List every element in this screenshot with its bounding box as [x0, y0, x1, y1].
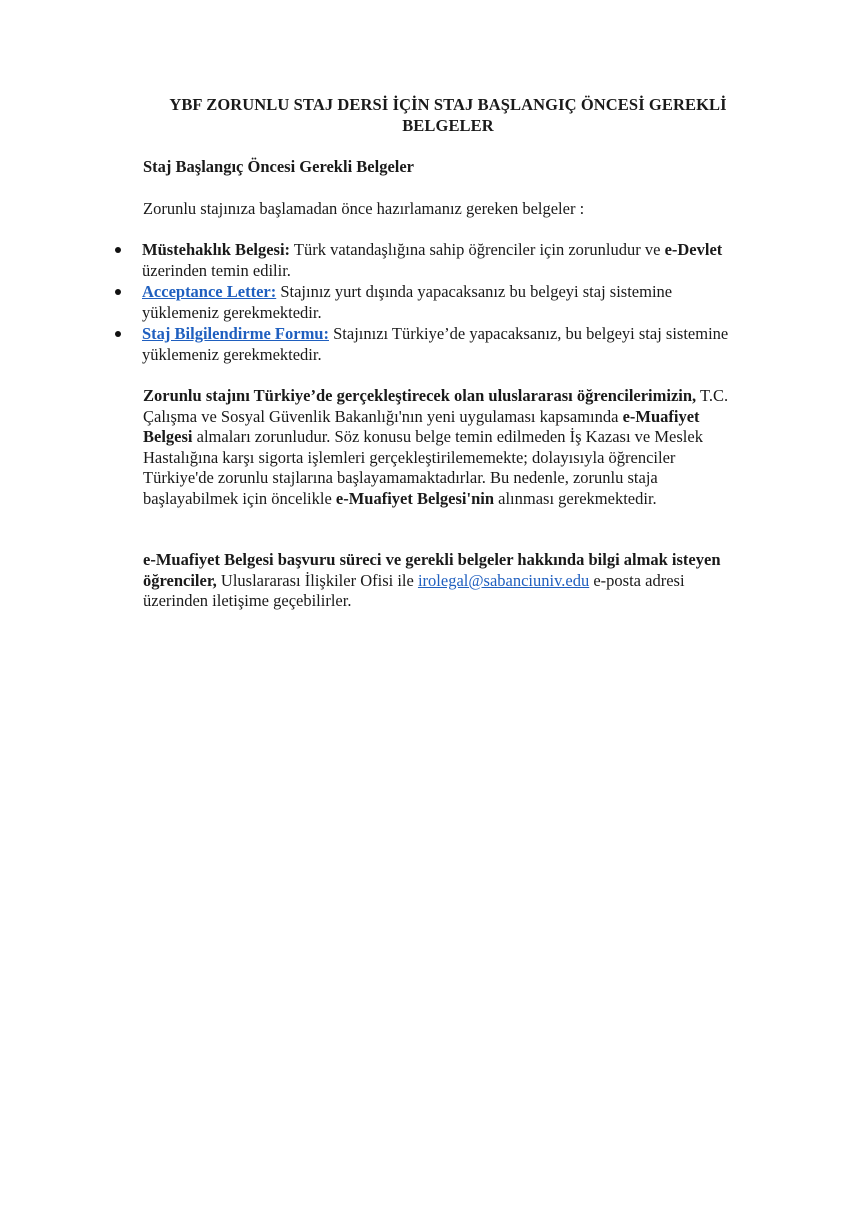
list-item-acceptance-letter [112, 281, 732, 323]
e-muafiyet-belgesi-text: e-Muafiyet Belgesi [143, 406, 700, 446]
staj-bilgilendirme-text: Stajınızı Türkiye’de yapacaksanız, bu belgeyi staj sistemine yüklemeniz gerekmektedir. [142, 324, 729, 364]
paragraph2-text-b: e-posta adresi üzerinden iletişime geçebilirler. [143, 570, 685, 610]
paragraph1-text-e: alınması gerekmektedir. [494, 488, 657, 508]
bullet-icon [115, 289, 121, 295]
paragraph2-text-a: Uluslararası İlişkiler Ofisi ile [216, 570, 418, 590]
acceptance-letter-text: Stajınız yurt dışında yapacaksanız bu belgeyi staj sistemine yüklemeniz gerekmektedir. [142, 282, 673, 322]
mustehaklik-label: Müstehaklık Belgesi: [142, 240, 291, 259]
paragraph2-lead: e-Muafiyet Belgesi başvuru süreci ve gerekli belgeler hakkında bilgi almak isteyen öğrenciler, [143, 550, 721, 590]
section-heading: Staj Başlangıç Öncesi Gerekli Belgeler [143, 157, 414, 176]
list-item-mustehaklik [112, 239, 732, 281]
intro-text: Zorunlu stajınıza başlamadan önce hazırlamanız gereken belgeler : [143, 199, 585, 218]
required-documents-list [112, 239, 732, 365]
paragraph1-text-c: almaları zorunludur. Söz konusu belge temin edilmeden İş Kazası ve Meslek Hastalığına karşı sigorta işlemleri gerçekleştirilememekte; dolayısıyla öğrenciler Türkiye'de zorunlu stajlarına başlayamamaktadırlar. Bu nedenle, zorunlu staja başlayabilmek için öncelikle [143, 427, 703, 508]
e-devlet-text: e-Devlet [664, 240, 723, 259]
e-muafiyet-belgesinin-text: e-Muafiyet Belgesi'nin [335, 488, 495, 508]
bullet-icon [115, 331, 121, 337]
paragraph1-text-a: T.C. Çalışma ve Sosyal Güvenlik Bakanlığı'nın yeni uygulaması kapsamında [143, 386, 729, 426]
acceptance-letter-link[interactable]: Acceptance Letter: [142, 282, 277, 301]
international-students-paragraph [143, 386, 743, 509]
mustehaklik-text-a: Türk vatandaşlığına sahip öğrenciler için zorunludur ve [290, 240, 665, 259]
email-link[interactable]: irolegal@sabanciuniv.edu [417, 570, 590, 590]
bullet-icon [115, 247, 121, 253]
contact-paragraph [143, 550, 743, 612]
list-item-staj-bilgilendirme [112, 323, 732, 365]
paragraph1-lead: Zorunlu stajını Türkiye’de gerçekleştirecek olan uluslararası öğrencilerimizin, [143, 386, 697, 405]
mustehaklik-text-c: üzerinden temin edilir. [142, 261, 291, 280]
staj-bilgilendirme-formu-link[interactable]: Staj Bilgilendirme Formu: [142, 324, 329, 343]
page-title: YBF ZORUNLU STAJ DERSİ İÇİN STAJ BAŞLANGIÇ ÖNCESİ GEREKLİ BELGELER [169, 95, 727, 135]
